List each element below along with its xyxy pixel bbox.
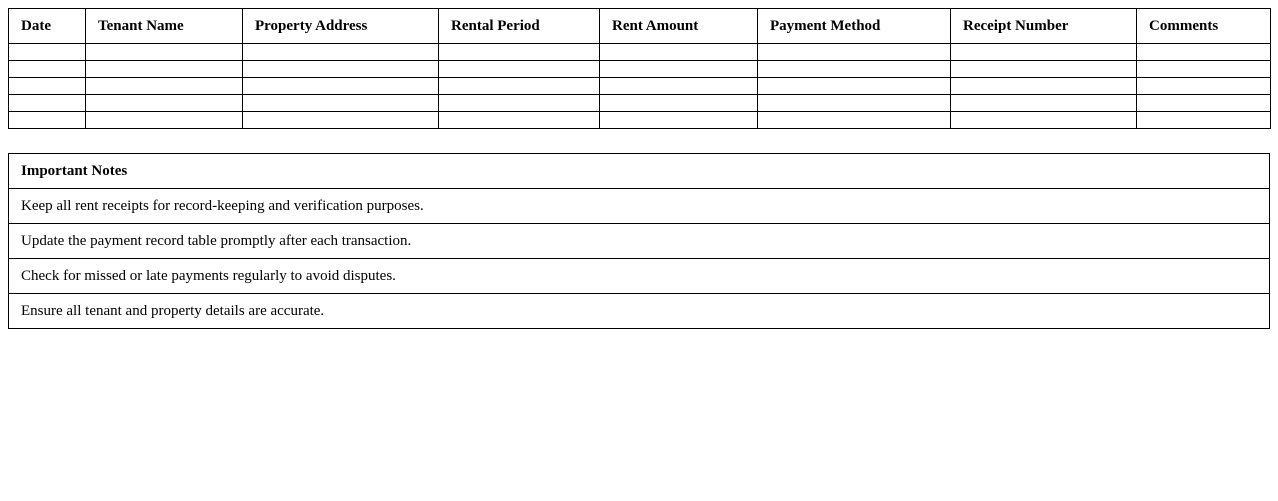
column-header-rental-period: Rental Period xyxy=(439,9,600,44)
table-cell[interactable] xyxy=(600,61,758,78)
table-cell[interactable] xyxy=(1137,95,1271,112)
table-cell[interactable] xyxy=(758,44,951,61)
table-cell[interactable] xyxy=(439,78,600,95)
table-cell[interactable] xyxy=(86,44,243,61)
table-row xyxy=(9,44,1271,61)
payment-record-table xyxy=(8,8,1271,129)
note-text: Check for missed or late payments regularly to avoid disputes. xyxy=(9,259,1270,294)
table-row xyxy=(9,78,1271,95)
table-row xyxy=(9,61,1271,78)
table-cell[interactable] xyxy=(9,112,86,129)
list-item xyxy=(9,259,1270,294)
table-cell[interactable] xyxy=(9,78,86,95)
table-cell[interactable] xyxy=(1137,78,1271,95)
table-cell[interactable] xyxy=(439,44,600,61)
list-item xyxy=(9,224,1270,259)
list-item xyxy=(9,189,1270,224)
note-text: Ensure all tenant and property details are accurate. xyxy=(9,294,1270,329)
table-cell[interactable] xyxy=(951,78,1137,95)
table-cell[interactable] xyxy=(86,61,243,78)
notes-header-row xyxy=(9,154,1270,189)
column-header-receipt-number: Receipt Number xyxy=(951,9,1137,44)
table-header-row xyxy=(9,9,1271,44)
table-cell[interactable] xyxy=(9,95,86,112)
table-cell[interactable] xyxy=(86,95,243,112)
table-cell[interactable] xyxy=(600,95,758,112)
table-cell[interactable] xyxy=(951,61,1137,78)
notes-title: Important Notes xyxy=(9,154,1270,189)
table-cell[interactable] xyxy=(243,61,439,78)
column-header-comments: Comments xyxy=(1137,9,1271,44)
table-cell[interactable] xyxy=(439,95,600,112)
table-cell[interactable] xyxy=(1137,112,1271,129)
table-cell[interactable] xyxy=(439,112,600,129)
table-cell[interactable] xyxy=(951,112,1137,129)
table-cell[interactable] xyxy=(758,95,951,112)
table-cell[interactable] xyxy=(86,78,243,95)
table-cell[interactable] xyxy=(758,78,951,95)
table-cell[interactable] xyxy=(243,112,439,129)
table-cell[interactable] xyxy=(86,112,243,129)
table-cell[interactable] xyxy=(600,78,758,95)
table-cell[interactable] xyxy=(9,61,86,78)
table-cell[interactable] xyxy=(951,44,1137,61)
table-row xyxy=(9,95,1271,112)
column-header-date: Date xyxy=(9,9,86,44)
note-text: Update the payment record table promptly after each transaction. xyxy=(9,224,1270,259)
table-cell[interactable] xyxy=(243,95,439,112)
table-cell[interactable] xyxy=(600,112,758,129)
note-text: Keep all rent receipts for record-keeping and verification purposes. xyxy=(9,189,1270,224)
column-header-property-address: Property Address xyxy=(243,9,439,44)
table-cell[interactable] xyxy=(243,78,439,95)
table-cell[interactable] xyxy=(600,44,758,61)
column-header-tenant-name: Tenant Name xyxy=(86,9,243,44)
table-cell[interactable] xyxy=(1137,44,1271,61)
table-cell[interactable] xyxy=(9,44,86,61)
table-cell[interactable] xyxy=(1137,61,1271,78)
table-cell[interactable] xyxy=(439,61,600,78)
table-cell[interactable] xyxy=(758,61,951,78)
column-header-payment-method: Payment Method xyxy=(758,9,951,44)
table-row xyxy=(9,112,1271,129)
column-header-rent-amount: Rent Amount xyxy=(600,9,758,44)
important-notes-table xyxy=(8,153,1270,329)
table-cell[interactable] xyxy=(758,112,951,129)
list-item xyxy=(9,294,1270,329)
table-cell[interactable] xyxy=(951,95,1137,112)
table-cell[interactable] xyxy=(243,44,439,61)
